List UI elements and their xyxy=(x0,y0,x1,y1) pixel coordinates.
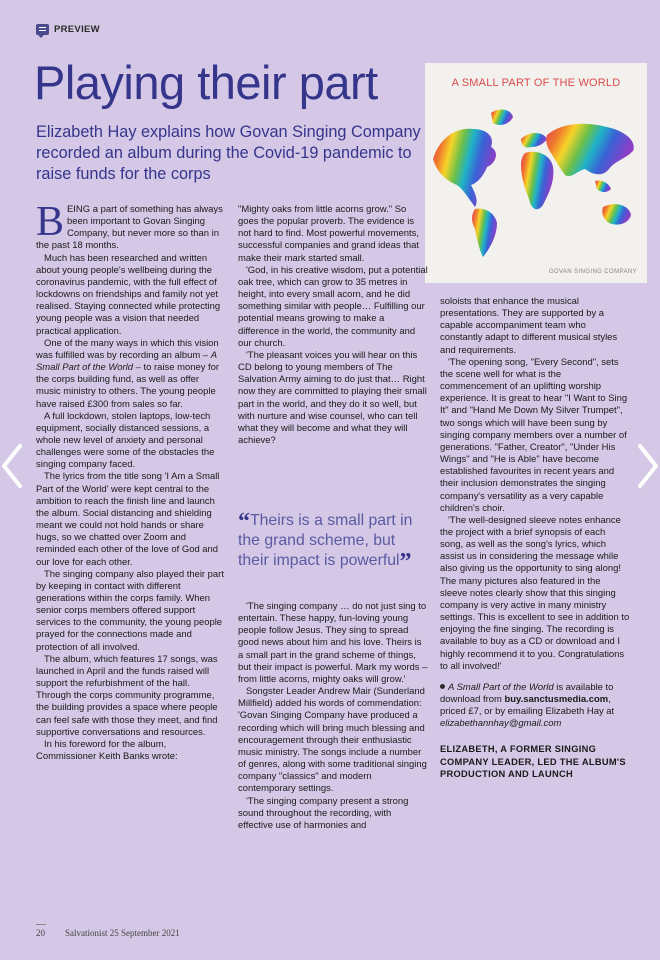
paragraph: The lyrics from the title song 'I Am a Small Part of the World' were kept central to the ambition to reach the finish line and launch the album. Social distancing and shielding meant we could not hold hands or share hugs, so we chatted over Zoom and reminded each other of the love of God and our love for each other. xyxy=(36,471,220,568)
body-column-2-continued xyxy=(238,601,428,832)
body-column-1 xyxy=(36,199,226,763)
close-quote-icon: ” xyxy=(399,549,412,575)
paragraph: 'The singing company present a strong sound throughout the recording, with effective use of harmonies and xyxy=(238,795,409,831)
paragraph: A full lockdown, stolen laptops, low-tech equipment, socially distanced sessions, a whole new level of anxiety and personal challenges were some of the obstacles the singing company faced. xyxy=(36,410,215,471)
article-standfirst: Elizabeth Hay explains how Govan Singing Company recorded an album during the Covid-19 pandemic to raise funds for the corps xyxy=(36,123,421,183)
page-number: 20 xyxy=(36,928,45,938)
body-column-3 xyxy=(440,296,630,780)
album-cover-title: A SMALL PART OF THE WORLD xyxy=(451,77,621,89)
publication-date: Salvationist 25 September 2021 xyxy=(65,928,180,938)
chevron-right-icon xyxy=(636,442,660,490)
pull-quote: “Theirs is a small part in the grand scheme, but their impact is powerful” xyxy=(238,509,413,575)
download-link[interactable]: buy.sanctusmedia.com xyxy=(504,694,609,705)
email-link[interactable]: elizabethannhay@gmail.com xyxy=(440,718,562,730)
paragraph: In his foreword for the album, Commissioner Keith Banks wrote: xyxy=(36,738,178,763)
paragraph: The album, which features 17 songs, was launched in April and the funds raised will support the refurbishment of the hall. Through the corps community programme, the building provides a space where people can feel safe with those they meet, and find supportive conversations and resources. xyxy=(36,653,218,738)
section-label: PREVIEW xyxy=(54,24,100,35)
paragraph: 'The pleasant voices you will hear on this CD belong to young members of The Salvation Army aiming to do just that… Right now they are committed to playing their small part in the world, and they do it so well, but with nurture and wise counsel, who can tell what they will become and what they will achieve? xyxy=(238,349,427,446)
folio-rule xyxy=(36,924,46,925)
section-tag xyxy=(36,24,100,35)
speech-bubble-icon xyxy=(36,24,49,35)
chevron-left-icon xyxy=(0,442,24,490)
next-page-button[interactable] xyxy=(636,442,660,490)
paragraph: Songster Leader Andrew Mair (Sunderland Millfield) added his words of commendation: 'Govan Singing Company have produced a recording which will bring much blessing and encouragement through their enthusiastic music ministry. The songs include a number of genres, along with some traditional singing company "classics" and modern contemporary settings. xyxy=(238,686,427,795)
paragraph: 'God, in his creative wisdom, put a potential oak tree, which can grow to 35 metres in height, into every small acorn, and he did something similar with people… Fulfilling our potential means growing to make a difference in the world, the community and our church. xyxy=(238,264,428,349)
album-cover xyxy=(425,63,647,283)
folio xyxy=(36,928,180,938)
paragraph: 'The opening song, "Every Second", sets the scene well for what is the commencement of an uplifting worship experience. It is great to hear "I Want to Sing It" and "Hand Me Down My Silver Trumpet", two songs which will have been sung by singing company members over a number of generations. "Father, Creator", "Under His Wings" and "He is Able" have become established favourites in recent years and their inclusion demonstrates the singing company's versatility as a very capable children's choir. xyxy=(440,356,628,514)
previous-page-button[interactable] xyxy=(0,442,24,490)
paragraph: The singing company also played their part by keeping in contact with different generations within the corps family. When senior corps members offered support services to the community, the young people prayed for the connections made and protection of all involved. xyxy=(36,568,224,653)
paragraph: "Mighty oaks from little acorns grow." So goes the popular proverb. The evidence is not hard to find. Most powerful movements, successful companies and grand ideas that make their mark started small. xyxy=(238,204,419,264)
body-column-2 xyxy=(238,204,428,447)
article-title: Playing their part xyxy=(34,56,378,109)
paragraph: BEING a part of something has always been important to Govan Singing Company, but never more so than in the past 18 months. xyxy=(36,199,223,252)
availability-note: A Small Part of the World is available to download from buy.sanctusmedia.com, priced £7, or by emailing Elizabeth Hay at elizabethannhay@gmail.com xyxy=(440,681,615,730)
open-quote-icon: “ xyxy=(238,509,250,535)
paragraph: 'The well-designed sleeve notes enhance the project with a brief synopsis of each song, as well as the song's lyrics, which assist us in considering the message while also giving us the opportunity to sing along! The many pictures also featured in the sleeve notes clearly show that this singing company is very active in many ministry settings. This is excellent to see in addition to enjoying the fine singing. The recording is available to buy as a CD or download and I highly recommend it to you. Congratulations to all involved!' xyxy=(440,514,630,672)
paragraph: One of the many ways in which this vision was fulfilled was by recording an album – A Small Part of the World – to raise money for the corps building fund, as well as offer music ministry to others. The young people have raised £300 from sales so far. xyxy=(36,337,220,410)
paragraph: Much has been researched and written about young people's wellbeing during the coronavirus pandemic, with the full effect of lockdowns on friendships and family not yet realised. Staying connected while protecting young people was a vision that needed practical application. xyxy=(36,252,221,337)
paragraph: 'The singing company … do not just sing to entertain. These happy, fun-loving young people follow Jesus. They sing to spread good news about him and his love. Theirs is a small part in the grand scheme of things, but their impact is powerful. Mark my words – from little acorns, mighty oaks will grow.' xyxy=(238,601,428,685)
bullet-icon xyxy=(440,684,445,689)
world-map-image xyxy=(425,89,647,269)
album-cover-artist: GOVAN SINGING COMPANY xyxy=(548,269,637,275)
photo-caption: ELIZABETH, A FORMER SINGING COMPANY LEADER, LED THE ALBUM'S PRODUCTION AND LAUNCH xyxy=(440,744,626,779)
drop-cap: B xyxy=(36,199,65,245)
paragraph: soloists that enhance the musical presentations. They are supported by a capable accompaniment team who constantly adapt to different musical styles and requirements. xyxy=(440,296,618,356)
